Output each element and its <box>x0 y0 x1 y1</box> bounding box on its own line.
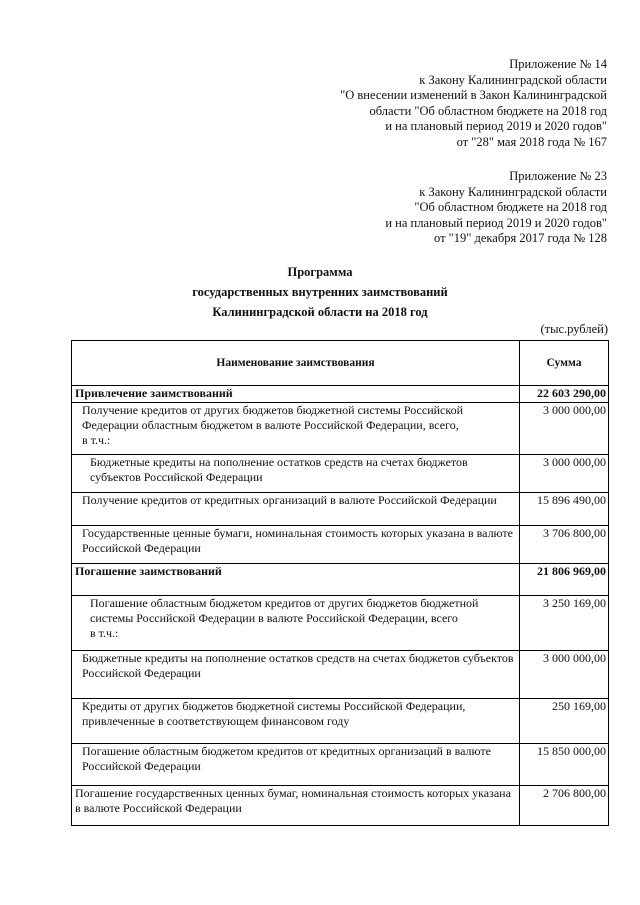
appendix-14-header <box>340 57 607 150</box>
row-name: Привлечение заимствований <box>72 386 520 403</box>
appendix-23-header <box>385 169 607 247</box>
header-sum: Сумма <box>520 341 609 386</box>
table-row <box>72 564 609 596</box>
row-name: Получение кредитов от других бюджетов бюджетной системы Российской Федерации областным бюджетом в валюте Российской Федерации, всего, <box>82 403 464 432</box>
table-row <box>72 403 609 455</box>
row-name: Получение кредитов от кредитных организаций в валюте Российской Федерации <box>72 493 520 526</box>
borrowing-program-table <box>71 340 609 826</box>
table-row <box>72 455 609 493</box>
table-row <box>72 386 609 403</box>
appendix-line: от "19" декабря 2017 года № 128 <box>434 231 607 245</box>
row-name: Государственные ценные бумаги, номинальная стоимость которых указана в валюте Российской Федерации <box>72 526 520 564</box>
title-line-1: Программа <box>287 265 353 279</box>
table-row <box>72 651 609 699</box>
appendix-line: "Об областном бюджете на 2018 год <box>414 200 607 214</box>
appendix-line: "О внесении изменений в Закон Калининградской <box>340 88 607 102</box>
row-sum: 3 000 000,00 <box>520 403 609 455</box>
unit-label: (тыс.рублей) <box>540 322 608 336</box>
title-line-3: Калининградской области на 2018 год <box>212 305 428 319</box>
appendix-line: и на плановый период 2019 и 2020 годов" <box>385 215 607 230</box>
row-name: Погашение заимствований <box>72 564 520 596</box>
row-name: Бюджетные кредиты на пополнение остатков средств на счетах бюджетов субъектов Российской Федерации <box>72 651 520 699</box>
row-sum: 250 169,00 <box>520 699 609 744</box>
row-sum: 3 706 800,00 <box>520 526 609 564</box>
title-line-2: государственных внутренних заимствований <box>192 285 448 299</box>
appendix-line: к Закону Калининградской области <box>419 72 607 87</box>
row-sum: 2 706 800,00 <box>520 786 609 826</box>
appendix-line: к Закону Калининградской области <box>419 184 607 199</box>
document-title <box>0 262 640 322</box>
appendix-line: и на плановый период 2019 и 2020 годов" <box>385 119 607 133</box>
row-name: Погашение областным бюджетом кредитов от кредитных организаций в валюте Российской Федерации <box>72 744 520 786</box>
table-row <box>72 699 609 744</box>
row-sum: 15 896 490,00 <box>520 493 609 526</box>
row-sub: в т.ч.: <box>90 626 119 640</box>
appendix-line: Приложение № 14 <box>509 57 607 71</box>
row-name-cell <box>72 596 520 651</box>
header-name: Наименование заимствования <box>72 341 520 386</box>
row-sum: 15 850 000,00 <box>520 744 609 786</box>
appendix-line: области "Об областном бюджете на 2018 год <box>369 103 607 118</box>
table-header-row <box>72 341 609 386</box>
row-sub: в т.ч.: <box>82 433 111 447</box>
table-row <box>72 526 609 564</box>
row-sum: 3 000 000,00 <box>520 455 609 493</box>
row-sum: 3 000 000,00 <box>520 651 609 699</box>
row-name: Погашение областным бюджетом кредитов от других бюджетов бюджетной системы Российской Федерации в валюте Российской Федерации, всего <box>90 596 479 625</box>
row-name: Кредиты от других бюджетов бюджетной системы Российской Федерации, привлеченные в соответствующем финансовом году <box>72 699 520 744</box>
table-row <box>72 596 609 651</box>
appendix-line: Приложение № 23 <box>509 169 607 183</box>
row-name-cell <box>72 403 520 455</box>
row-name: Погашение государственных ценных бумаг, номинальная стоимость которых указана в валюте Российской Федерации <box>72 786 520 826</box>
row-sum: 22 603 290,00 <box>520 386 609 403</box>
table-row <box>72 744 609 786</box>
appendix-line: от "28" мая 2018 года № 167 <box>456 134 607 149</box>
table-row <box>72 786 609 826</box>
row-name: Бюджетные кредиты на пополнение остатков средств на счетах бюджетов субъектов Российской Федерации <box>72 455 520 493</box>
table-row <box>72 493 609 526</box>
row-sum: 3 250 169,00 <box>520 596 609 651</box>
row-sum: 21 806 969,00 <box>520 564 609 596</box>
